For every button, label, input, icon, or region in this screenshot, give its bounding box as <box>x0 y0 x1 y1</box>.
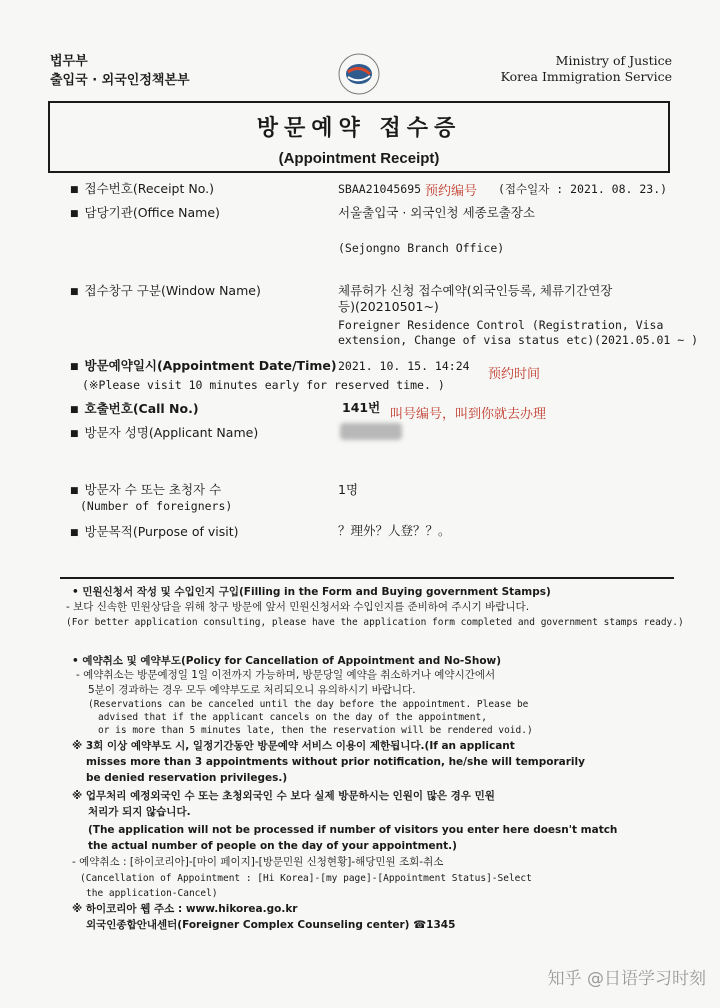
receipt-no-annotation: 预约编号 <box>425 184 478 199</box>
note-form-title-text: 민원신청서 작성 및 수입인지 구입(Filling in the Form and Buying government Stamps) <box>82 586 551 598</box>
square-bullet-icon: ■ <box>70 429 79 439</box>
applicant-name-label <box>70 425 258 442</box>
note-cancel-ko-2: 5분이 경과하는 경우 모두 예약부도로 처리되오니 유의하시기 바랍니다. <box>88 684 416 696</box>
appointment-note: (※Please visit 10 minutes early for reserved time. ) <box>82 378 445 392</box>
note-noshow-3: be denied reservation privileges.) <box>86 772 288 784</box>
ministry-en-line: Ministry of Justice <box>555 53 672 68</box>
window-value-line2: 등)(20210501~) <box>338 299 439 314</box>
note-form-title: • 민원신청서 작성 및 수입인지 구입(Filling in the Form and Buying government Stamps) <box>72 586 551 598</box>
visitor-count-value: 1명 <box>338 482 359 497</box>
redacted-applicant-name <box>340 423 402 440</box>
office-label-text: 담당기관(Office Name) <box>84 205 220 220</box>
note-cancel-ko-1: - 예약취소는 방문예정일 1일 이전까지 가능하며, 방문당일 예약을 취소하거나 예약시간에서 <box>76 669 496 681</box>
window-value-line1: 체류허가 신청 접수예약(외국인등록, 체류기간연장 <box>338 283 613 298</box>
call-no-label-text: 호출번호(Call No.) <box>84 401 199 416</box>
note-visitors-1: ※ 업무처리 예정외국인 수 또는 초청외국인 수 보다 실제 방문하시는 인원이 많은 경우 민원 <box>72 790 495 802</box>
window-label-text: 접수창구 구분(Window Name) <box>84 283 261 298</box>
note-cancel-title: • 예약취소 및 예약부도(Policy for Cancellation of Appointment and No-Show) <box>72 655 502 667</box>
appointment-label <box>70 358 337 375</box>
note-cancel-en-3: or is more than 5 minutes late, then the reservation will be rendered void.) <box>98 725 533 736</box>
square-bullet-icon: ■ <box>70 405 79 415</box>
window-value-line3: Foreigner Residence Control (Registration, Visa <box>338 318 664 332</box>
appointment-label-text: 방문예약일시(Appointment Date/Time) <box>84 358 337 373</box>
note-form-ko: - 보다 신속한 민원상담을 위해 창구 방문에 앞서 민원신청서와 수입인지를 준비하여 주시기 바랍니다. <box>66 601 530 613</box>
call-no-annotation: 叫号编号，叫到你就去办理 <box>390 407 547 422</box>
note-visitors-2: 처리가 되지 않습니다. <box>88 806 191 818</box>
office-value-ko: 서울출입국 · 외국인청 세종로출장소 <box>338 205 536 220</box>
square-bullet-icon: ■ <box>70 287 79 297</box>
note-visitors-3: (The application will not be processed if number of visitors you enter here doesn't match <box>88 824 618 836</box>
note-cancel-path-en-2: the application-Cancel) <box>86 888 218 899</box>
zhihu-watermark: 知乎 @日语学习时刻 <box>547 969 706 989</box>
square-bullet-icon: ■ <box>70 528 79 538</box>
receipt-no-label <box>70 181 214 198</box>
note-cancel-en-2: advised that if the applicant cancels on the day of the appointment, <box>98 712 487 723</box>
immigration-seal-logo <box>337 52 381 96</box>
section-divider <box>60 577 674 579</box>
note-cancel-path-ko: - 예약취소 : [하이코리아]-[마이 페이지]-[방문민원 신청현황]-해당민원 조회-취소 <box>72 856 444 868</box>
square-bullet-icon: ■ <box>70 185 79 195</box>
ministry-name-ko <box>50 52 190 90</box>
note-cancel-title-text: 예약취소 및 예약부도(Policy for Cancellation of Appointment and No-Show) <box>82 655 502 667</box>
service-ko-line: 출입국 · 외국인정책본부 <box>50 73 190 88</box>
note-cancel-path-en-1: (Cancellation of Appointment : [Hi Korea]-[my page]-[Appointment Status]-Select <box>80 873 532 884</box>
ministry-name-en <box>501 53 672 85</box>
purpose-label-text: 방문목적(Purpose of visit) <box>84 524 239 539</box>
square-bullet-icon: ■ <box>70 209 79 219</box>
purpose-label <box>70 524 239 541</box>
visitor-count-label-en: (Number of foreigners) <box>80 499 233 513</box>
receipt-date: (접수일자 : 2021. 08. 23.) <box>498 182 668 196</box>
receipt-no-value: SBAA21045695 <box>338 182 422 196</box>
note-cancel-en-1: (Reservations can be canceled until the day before the appointment. Please be <box>88 699 529 710</box>
appointment-value: 2021. 10. 15. 14:24 <box>338 359 470 373</box>
call-no-label <box>70 401 199 418</box>
ministry-ko-line: 법무부 <box>50 54 88 69</box>
note-form-en: (For better application consulting, please have the application form completed and government stamps ready.) <box>66 617 684 628</box>
visitor-count-label-text: 방문자 수 또는 초청자 수 <box>84 482 222 497</box>
office-label <box>70 205 220 222</box>
note-counseling-center: 외국인종합안내센터(Foreigner Complex Counseling center) ☎1345 <box>86 919 456 931</box>
note-noshow-1: ※ 3회 이상 예약부도 시, 일정기간동안 방문예약 서비스 이용이 제한됩니다.(If an applicant <box>72 740 515 752</box>
office-value-en: (Sejongno Branch Office) <box>338 241 505 255</box>
purpose-value: ？理外？人登？？。 <box>338 523 451 538</box>
page-title-ko: 방문예약 접수증 <box>256 116 462 141</box>
receipt-title-box <box>48 101 670 173</box>
square-bullet-icon: ■ <box>70 362 79 372</box>
window-label <box>70 283 261 300</box>
note-hikorea-url: ※ 하이코리아 웹 주소 : www.hikorea.go.kr <box>72 903 298 915</box>
note-visitors-4: the actual number of people on the day of your appointment.) <box>88 840 457 852</box>
receipt-no-label-text: 접수번호(Receipt No.) <box>84 181 214 196</box>
call-no-value: 141번 <box>342 400 381 415</box>
window-value-line4: extension, Change of visa status etc)(2021.05.01 ~ ) <box>338 333 699 347</box>
page-title-en: (Appointment Receipt) <box>278 150 440 167</box>
service-en-line: Korea Immigration Service <box>500 69 672 84</box>
appointment-annotation: 预约时间 <box>488 367 541 382</box>
applicant-name-label-text: 방문자 성명(Applicant Name) <box>84 425 259 440</box>
square-bullet-icon: ■ <box>70 486 79 496</box>
note-noshow-2: misses more than 3 appointments without prior notification, he/she will temporarily <box>86 756 585 768</box>
visitor-count-label <box>70 482 221 499</box>
